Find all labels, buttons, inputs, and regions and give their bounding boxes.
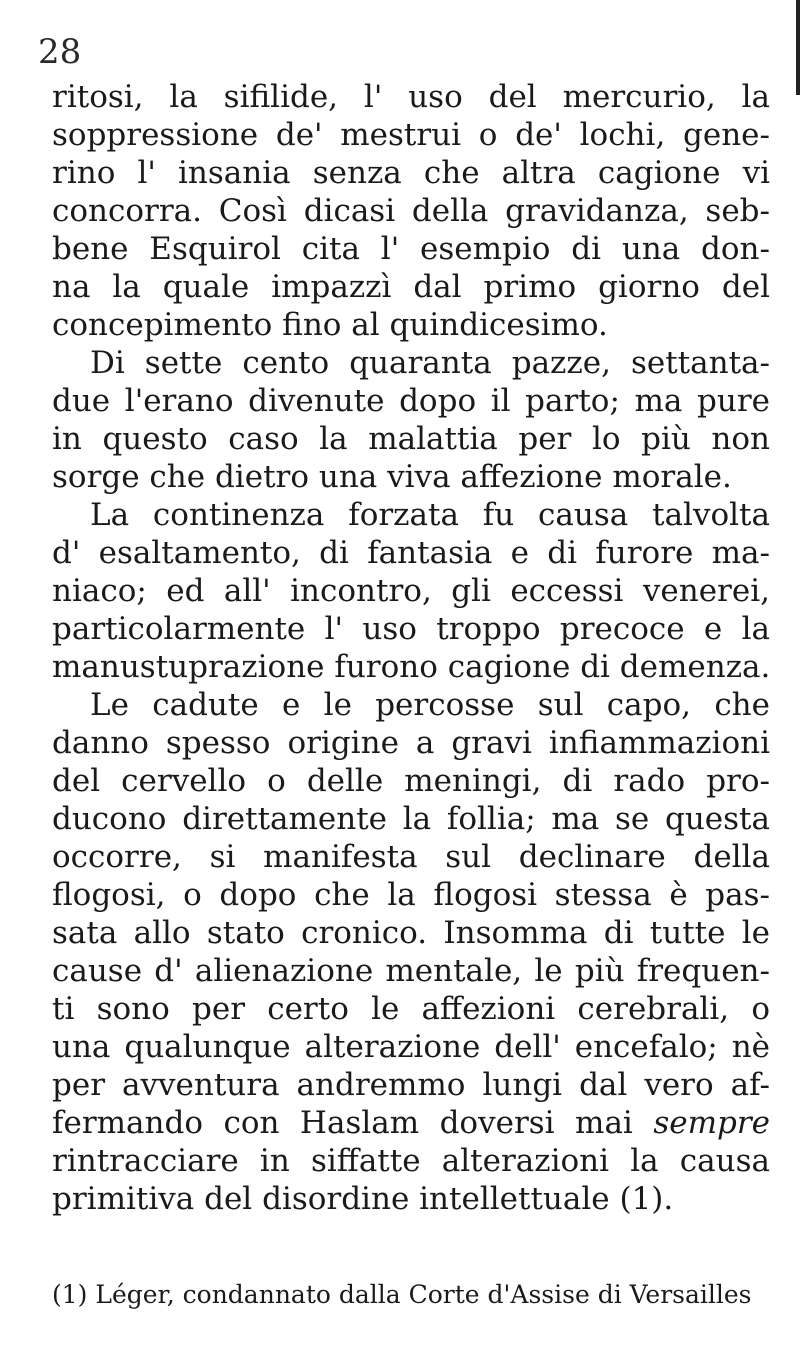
text-line: concorra. Così dicasi della gravidanza, seb- bbox=[52, 193, 770, 229]
page-edge-rule bbox=[796, 0, 800, 95]
text-line: cause d' alienazione mentale, le più frequen- bbox=[52, 953, 770, 989]
text-line: Di sette cento quaranta pazze, settanta- bbox=[90, 345, 770, 381]
text-line: ducono direttamente la follia; ma se questa bbox=[52, 801, 770, 837]
text-line: particolarmente l' uso troppo precoce e la bbox=[52, 611, 770, 647]
text-line: primitiva del disordine intellettuale (1). bbox=[52, 1181, 674, 1217]
page-number: 28 bbox=[38, 32, 82, 72]
text-line: rintracciare in siffatte alterazioni la causa bbox=[52, 1143, 770, 1179]
text-line: rino l' insania senza che altra cagione vi bbox=[52, 155, 770, 191]
text-line: manustuprazione furono cagione di demenza. bbox=[52, 649, 771, 685]
text-line: in questo caso la malattia per lo più non bbox=[52, 421, 770, 457]
text-line: fermando con Haslam doversi mai sempre bbox=[52, 1105, 770, 1141]
text-line: flogosi, o dopo che la flogosi stessa è pas- bbox=[52, 877, 770, 913]
text-line: per avventura andremmo lungi dal vero af- bbox=[52, 1067, 770, 1103]
text-line: niaco; ed all' incontro, gli eccessi venerei, bbox=[52, 573, 770, 609]
text-line: una qualunque alterazione dell' encefalo; nè bbox=[52, 1029, 770, 1065]
text-line: danno spesso origine a gravi infiammazioni bbox=[52, 725, 770, 761]
text-line: due l'erano divenute dopo il parto; ma pure bbox=[52, 383, 770, 419]
text-line: occorre, si manifesta sul declinare della bbox=[52, 839, 770, 875]
text-line: soppressione de' mestrui o de' lochi, gene- bbox=[52, 117, 770, 153]
text-line: d' esaltamento, di fantasia e di furore ma- bbox=[52, 535, 770, 571]
text-line: del cervello o delle meningi, di rado pro- bbox=[52, 763, 770, 799]
body-text bbox=[52, 78, 770, 1218]
text-line: bene Esquirol cita l' esempio di una don- bbox=[52, 231, 770, 267]
text-line: Le cadute e le percosse sul capo, che bbox=[90, 687, 770, 723]
text-line: ti sono per certo le affezioni cerebrali, o bbox=[52, 991, 770, 1027]
text-line: sorge che dietro una viva affezione morale. bbox=[52, 459, 732, 495]
text-line: concepimento fino al quindicesimo. bbox=[52, 307, 608, 343]
italic-word: sempre bbox=[653, 1105, 770, 1141]
text-line: ritosi, la sifilide, l' uso del mercurio, la bbox=[52, 79, 770, 115]
text-line: La continenza forzata fu causa talvolta bbox=[90, 497, 770, 533]
footnote: (1) Léger, condannato dalla Corte d'Assise di Versailles bbox=[52, 1280, 752, 1309]
text-line: sata allo stato cronico. Insomma di tutte le bbox=[52, 915, 770, 951]
text-line: na la quale impazzì dal primo giorno del bbox=[52, 269, 770, 305]
